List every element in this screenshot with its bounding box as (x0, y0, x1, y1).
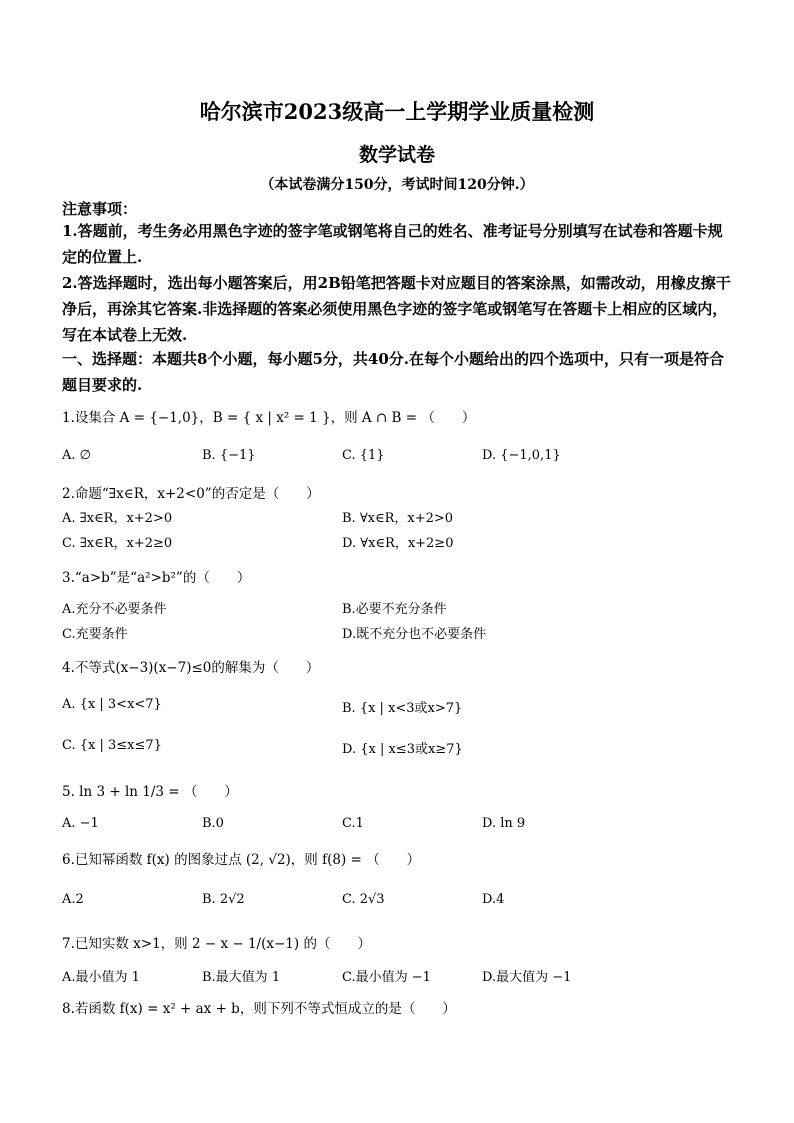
question-2-option-b: B. ∀x∈R，x+2>0 (342, 511, 454, 526)
question-7-option-d: D.最大值为 −1 (482, 970, 572, 985)
question-6-option-d: D.4 (482, 892, 505, 907)
question-2-option-d: D. ∀x∈R，x+2≥0 (342, 536, 454, 551)
question-3-option-a: A.充分不必要条件 (62, 602, 167, 617)
question-2-stem: 2.命题“∃x∈R，x+2<0”的否定是（ ） (62, 486, 320, 502)
question-4-option-c: C. {x | 3≤x≤7} (62, 738, 162, 753)
instructions-heading: 注意事项： (62, 200, 138, 218)
question-3-option-c: C.充要条件 (62, 627, 128, 642)
question-7-option-a: A.最小值为 1 (62, 970, 140, 985)
question-3-option-b: B.必要不充分条件 (342, 602, 447, 617)
question-7-option-b: B.最大值为 1 (202, 970, 281, 985)
question-1-option-a: A. ∅ (62, 448, 91, 463)
section-heading: 一、选择题：本题共8个小题，每小题5分，共40分.在每个小题给出的四个选项中，只有一项是符合题目要求的. (62, 350, 724, 394)
instruction-item-2: 2.答选择题时，选出每小题答案后，用2B铅笔把答题卡对应题目的答案涂黑，如需改动，用橡皮擦干净后，再涂其它答案.非选择题的答案必须使用黑色字迹的签字笔或钢笔写在答题卡上相应的区域内，写在本试卷上无效. (62, 274, 731, 344)
question-3-option-d: D.既不充分也不必要条件 (342, 627, 487, 642)
question-1-option-d: D. {−1,0,1} (482, 448, 561, 463)
question-1-option-b: B. {−1} (202, 448, 256, 463)
question-4-option-a: A. {x | 3<x<7} (62, 697, 162, 712)
question-5-option-a: A. −1 (62, 816, 99, 831)
question-2-option-a: A. ∃x∈R，x+2>0 (62, 511, 173, 526)
exam-title: 哈尔滨市2023级高一上学期学业质量检测 (199, 99, 595, 124)
question-6-option-a: A.2 (62, 892, 84, 907)
question-6-option-c: C. 2√3 (342, 892, 385, 907)
question-4-option-b: B. {x | x<3或x>7} (342, 701, 463, 716)
question-5-option-b: B.0 (202, 816, 224, 831)
question-7-stem: 7.已知实数 x>1，则 2 − x − 1/(x−1) 的（ ） (62, 936, 371, 952)
question-7-option-c: C.最小值为 −1 (342, 970, 431, 985)
question-4-stem: 4.不等式(x−3)(x−7)≤0的解集为（ ） (62, 660, 320, 676)
question-1-stem: 1.设集合 A = {−1,0}，B = { x | x² = 1 }，则 A ∩ B = （ ） (62, 410, 476, 426)
question-8-stem: 8.若函数 f(x) = x² + ax + b，则下列不等式恒成立的是（ ） (62, 1001, 456, 1017)
question-2-option-c: C. ∃x∈R，x+2≥0 (62, 536, 173, 551)
question-5-option-d: D. ln 9 (482, 816, 526, 831)
question-1-option-c: C. {1} (342, 448, 385, 463)
exam-subtitle: 数学试卷 (358, 144, 435, 166)
question-5-option-c: C.1 (342, 816, 364, 831)
question-6-stem: 6.已知幂函数 f(x) 的图象过点 (2, √2)，则 f(8) = （ ） (62, 852, 421, 868)
question-5-stem: 5. ln 3 + ln 1/3 = （ ） (62, 784, 238, 800)
question-4-option-d: D. {x | x≤3或x≥7} (342, 742, 463, 757)
instruction-item-1: 1.答题前，考生务必用黑色字迹的签字笔或钢笔将自己的姓名、准考证号分别填写在试卷和答题卡规定的位置上. (62, 222, 723, 266)
question-3-stem: 3.“a>b”是“a²>b²”的（ ） (62, 570, 251, 586)
question-6-option-b: B. 2√2 (202, 892, 245, 907)
exam-note: （本试卷满分150分，考试时间120分钟.） (260, 177, 534, 193)
